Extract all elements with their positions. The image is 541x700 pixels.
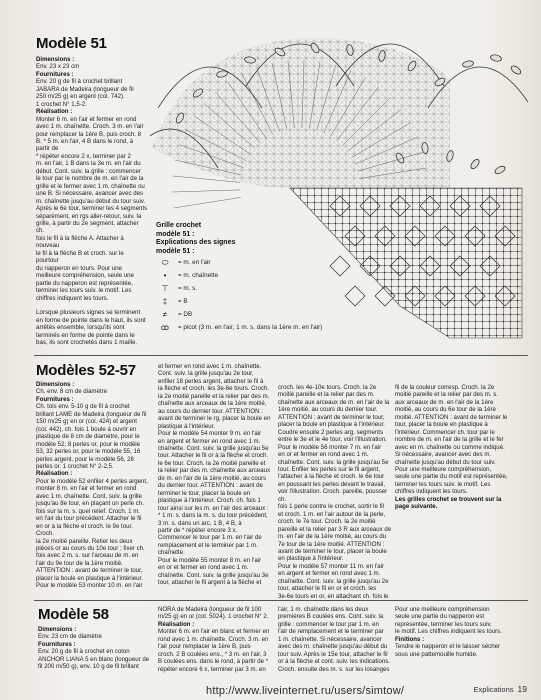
text-line: croch. les 4e-10e tours. Croch. la 2e — [278, 384, 377, 391]
text-line: moitié pareille et la relier par des m. s. — [395, 391, 498, 399]
section-heading: Dimensions : — [36, 381, 75, 388]
diamond-mark — [330, 256, 350, 276]
text-line: seule une partie du napperon est — [395, 613, 485, 621]
section-heading: Dimensions : — [36, 56, 75, 63]
text-line: tour, placer la boule en plastique à — [395, 421, 488, 429]
diamond-mark — [345, 286, 365, 306]
note-line: en forme de pointe dans le haut, ils sont — [36, 316, 146, 324]
section-heading: page suivante. — [395, 503, 438, 511]
stitch-ray — [172, 190, 240, 192]
text-line: pour remplacer la 1ère B, puis croch. 8 — [36, 130, 141, 138]
section-heading: Dimensions : — [38, 626, 77, 633]
legend-item — [156, 256, 322, 269]
text-line: premières B coulées ens. Cont. suiv. la — [278, 613, 384, 621]
stitch-ray — [174, 197, 241, 208]
text-line: avec en m. chaînette ou comme indiqué. — [395, 443, 505, 451]
text-line: Env. 23 cm de diamètre — [38, 633, 102, 641]
m52-col-4 — [395, 384, 512, 603]
legend-text: = DB — [178, 310, 193, 318]
text-line: Après le 6e tour, terminer les 4 segments — [36, 205, 148, 213]
text-line: l'intérieur. Commencer ch. tour par le — [395, 428, 495, 436]
section-heading: Finitions : — [395, 635, 425, 643]
text-line: croch. le 7e tour. Croch. la 2e moitié — [278, 518, 376, 526]
text-line: chaînette. Cont. suiv. la grille jusqu'au 5e — [158, 444, 269, 452]
text-line: fois le fil à la flèche A. Attacher à nouveau — [36, 234, 124, 250]
stitch-symbol-icon: • — [163, 270, 167, 280]
text-line: Monter 6 m. en l'air et fermer en rond — [36, 115, 137, 123]
legend-text: = picot (3 m. en l'air, 1 m. s. dans la 1ère m. en l'air) — [178, 323, 323, 331]
legend-text: = B — [178, 297, 188, 305]
text-line: fil de la couleur corresp. Croch. la 2e — [395, 384, 495, 391]
text-line: terminer le tour, placer la boule en — [158, 489, 251, 497]
text-line: tour, attacher le fil argent à la flèche et — [158, 579, 262, 587]
m51-instructions — [36, 56, 148, 302]
text-line: moitié, au cours du 6e tour de la 1ère — [395, 406, 496, 414]
text-line: modèle 52, 8 perles or, pour le modèle — [36, 440, 140, 448]
text-line: terminer les tours suiv. le motif. Les — [36, 287, 132, 295]
text-line: moitié pareille et la relier par des m. — [278, 391, 375, 399]
text-line: Pour le modèle 55 monter 8 m. en l'air — [158, 556, 262, 564]
text-line: une B. Si nécessaire, avancer avec des — [36, 190, 144, 198]
watermark-url: http://www.liveinternet.ru/users/simtow/ — [206, 685, 405, 697]
m58-col-2 — [158, 606, 276, 682]
text-line: chaînette. Cont. suiv. la grille jusqu'au 3e — [158, 571, 269, 579]
petal-mark — [510, 64, 522, 75]
text-line: en l'air du tour précédent. Attacher le fil — [36, 515, 142, 523]
text-line: grille : commencer le tour par 1 m. en — [278, 620, 379, 628]
text-line: fois 1 perle contre le crochet, sortir le fil — [278, 503, 385, 511]
text-line: le tour par le nombre de m. en l'air de la — [36, 175, 144, 183]
section-heading: Les grilles crochet se trouvent sur la — [395, 495, 502, 503]
note-line: bas, ils sont crochetés dans 1 maille. — [36, 339, 138, 347]
text-line: fil 200 m/50 g), env. 10 g de fil brillant — [38, 663, 139, 671]
section-heading: Réalisation : — [158, 620, 195, 628]
legend-item — [156, 295, 322, 308]
text-line: en poussant les perles devant le travail, — [278, 480, 386, 488]
legend-text: = m. chaînette — [178, 271, 219, 279]
text-line: rond avec 1 m. chaînette. Croch. 3 m. en — [158, 635, 269, 643]
text-line: avant de terminer le rg, placer la boule en — [158, 415, 271, 423]
petal-mark — [490, 54, 502, 62]
text-line: perles or. 1 crochet N° 2-2,5. — [36, 462, 114, 470]
stitch-symbol-icon: ⬭ — [161, 257, 169, 267]
text-line: l'air, 1 m. chaînette dans les deux — [278, 606, 369, 613]
text-line: m. en l'air de la 1ère moitié, au cours du — [278, 533, 387, 541]
stitch-symbol-icon: ⊤ — [161, 283, 169, 293]
text-line: l'air du 9e tour de la 1ère moitié. — [36, 559, 123, 567]
legend-signs-modele-51 — [156, 222, 322, 334]
text-line: au cours du dernier tour. ATTENTION : — [158, 407, 263, 415]
text-line: pareille et la relier par 3 R aux arceaux de — [278, 525, 392, 533]
text-line: 1 crochet N° 1,5-2. — [36, 100, 87, 108]
text-line: Pour une meilleure compréhension — [395, 606, 490, 613]
text-line: NORA de Madeira (longueur de fil 100 — [158, 606, 262, 613]
text-line: 250 m/25 g) en argent (col. 742). — [36, 93, 125, 101]
text-line: le fil à la flèche B et croch. sur le pourtour — [36, 249, 124, 265]
text-line: Ch. tois env. 5-10 g de fil à crochet — [36, 403, 130, 411]
text-line: tour ainsi sur les m. en l'air des arceaux : — [158, 504, 269, 512]
text-line: en or et fermer en rond avec 1 m. — [158, 564, 249, 572]
text-line: Cont. suiv. la grille jusqu'au 2e tour, — [158, 370, 254, 378]
text-line: partie du napperon est représentée, — [36, 279, 133, 287]
text-line: séparément, en rgs aller-retour, suiv. la — [36, 212, 142, 220]
text-line: en plastique à l'intérieur. — [278, 555, 344, 563]
text-line: Croch. ensuite des m. s. sur les losanges — [278, 665, 390, 673]
text-line: représentée, terminer les tours suiv. — [395, 620, 492, 628]
text-line: sous une pattemouille humide. — [395, 650, 478, 658]
legend-heading: Grille crochet — [156, 222, 202, 229]
text-line: Si nécessaire, avancer avec des m. — [395, 451, 492, 459]
text-line: chiffres indiquent les tours. — [36, 294, 109, 302]
section-divider — [34, 355, 528, 356]
legend-item — [156, 269, 322, 282]
text-line: Tendre le napperon et le laisser sécher — [395, 643, 501, 651]
text-line: Pour une meilleure compréhension, — [395, 465, 492, 473]
legend-heading: modèle 51 : — [156, 230, 195, 238]
stitch-symbol-icon: ≠ — [162, 309, 168, 319]
text-line: brillant LAME de Madeira (longueur de fil — [36, 410, 147, 418]
text-line: grille et le fermer avec 1 m. chaînette ou — [36, 182, 145, 190]
m58-col-1 — [38, 626, 152, 682]
legend-item — [156, 282, 322, 295]
text-line: la 2e moitié pareille. Retier les deux — [36, 537, 133, 545]
text-line: Env. 23 x 23 cm — [36, 63, 80, 71]
section-heading: Réalisation : — [36, 470, 73, 478]
text-line: partir de * répéter encore 3 x. — [158, 526, 238, 534]
text-line: tour, attacher le fil en or et croch. les — [278, 585, 377, 593]
title-modele-58: Modèle 58 — [38, 606, 109, 623]
text-line: tour suiv. Après le 15e tour, attacher le fil — [278, 650, 388, 658]
m58-col-4 — [395, 606, 512, 682]
text-line: chaînette aux arceaux de la 1ère moitié, — [158, 400, 267, 408]
text-line: plastique à l'intérieur. Croch. ch. fois 1 — [158, 497, 261, 505]
stitch-symbol-icon: ‡ — [162, 296, 168, 306]
text-line: de m. en l'air de la 1ère moitié, au cours — [158, 474, 267, 482]
text-line: 150 m/25 g) en or (col. 424) et argent — [36, 418, 137, 426]
text-line: avec 1 m. chaînette. Croch. 3 m. en l'air — [36, 123, 144, 131]
text-line: grille, à partir du 2e segment, attacher ch. — [36, 219, 139, 235]
petal-mark — [469, 158, 481, 170]
text-line: la flèche et croch. les 3e-6e tours. Croch. — [158, 385, 270, 393]
text-line: croch. 2 B coulées ens., * 3 m. en l'air, 3 — [158, 650, 267, 658]
text-line: la relier par des m. chaînette aux arceaux — [158, 467, 271, 475]
text-line: avant de terminer le tour, placer la boule — [278, 547, 387, 555]
page-number: 19 — [517, 684, 527, 694]
text-line: du dernier tour. ATTENTION : avant de — [158, 482, 263, 490]
text-line: 3 m. s. dans un arc, 1 B, 4 B, à — [158, 519, 242, 527]
text-line: Ch. env. 8 cm de diamètre — [36, 388, 108, 396]
section-heading: Fournitures : — [38, 640, 76, 648]
legend-text: = m. en l'air — [178, 258, 211, 266]
text-line: perles argent, pour le modèle 56, 28 — [36, 455, 134, 463]
section-heading: Fournitures : — [36, 395, 74, 403]
text-line: répéter encore 6 x, terminer par 3 m. en — [158, 665, 266, 673]
section-divider — [34, 600, 528, 601]
note-line: terminés en forme de pointe dans le — [36, 331, 135, 339]
text-line: Pour le modèle 53 monter 10 m. en l'air — [36, 582, 143, 590]
page-footer — [474, 684, 528, 694]
text-line: l'air pour remplacer la 1ère B, puis — [158, 643, 251, 651]
text-line: en argent et fermer en rond avec 1 m. — [278, 570, 381, 578]
text-line: placer la boule en plastique à l'intérieur. — [278, 421, 385, 429]
text-line: terminer les tours suiv. le motif. Les — [395, 480, 491, 488]
text-line: et croch. 1 m. en l'air autour de la perle, — [278, 510, 386, 518]
footer-section: Explications — [473, 685, 514, 694]
text-line: chaînette jusqu'au début du tour suiv. — [395, 458, 496, 466]
text-line: l'air de remplacement et le terminer par — [278, 628, 384, 636]
text-line: Pour le modèle 56 monter 7 m. en l'air — [278, 443, 382, 451]
legend-heading: Explications des signes — [156, 239, 236, 246]
text-line: Pour le modèle 54 monter 9 m. en l'air — [158, 430, 262, 438]
legend-heading: modèle 51 : — [156, 247, 195, 255]
legend-item — [156, 308, 322, 321]
text-line: Commencer le tour par 1 m. en l'air de — [158, 534, 262, 542]
text-line: m. en l'air, 1 B dans la 3e m. en l'air du — [36, 160, 141, 168]
section-heading: Réalisation : — [36, 108, 73, 116]
note-line: arrêtés ensemble, lorsqu'ils sont — [36, 324, 125, 332]
text-line: tour. Attacher le fil or à la flèche et croch. — [158, 452, 269, 460]
text-line: 1 m. chaînette. Si nécessaire, avancer — [278, 635, 382, 643]
text-line: or à la flèche et cont. suiv. les indications. — [278, 658, 391, 666]
text-line: seule une partie du motif est représentée, — [395, 473, 508, 481]
m51-note — [36, 309, 148, 349]
text-line: plastique à l'intérieur. — [158, 422, 216, 430]
petal-mark — [494, 165, 507, 176]
text-line: tour. Enfiler les perles sur le fil argent, — [278, 465, 380, 473]
text-line: fois avec 2 m. s. sur l'arceau de m. en — [36, 552, 139, 560]
text-line: 3e-6e tours en or, en attachant ch. fois le — [278, 592, 389, 600]
section-heading: Fournitures : — [36, 70, 74, 78]
legend-item — [156, 321, 322, 334]
text-line: ATTENTION : avant de terminer le tour, — [36, 567, 143, 575]
text-line: pièces or au cours du 10e tour ; fixer ch. — [36, 544, 145, 552]
text-line: le motif. Les chiffres indiquent les tours. — [395, 628, 502, 636]
text-line: 53, 32 perles or, pour le modèle 55, 16 — [36, 448, 141, 456]
text-line: JABARA de Madeira (longueur de fil — [36, 85, 134, 93]
text-line: Pour le modèle 52 enfiler 4 perles argent, — [36, 477, 148, 485]
text-line: Monter 6 m. en l'air en blanc et fermer en — [158, 628, 270, 636]
text-line: (col. 442), ch. fois 1 boule à ouvrir en — [36, 425, 137, 433]
text-line: Env. 20 g de fil à crochet en coton — [38, 648, 130, 656]
text-line: en argent et fermer en rond avec 1 m. — [158, 437, 261, 445]
text-line: jusqu'au 8e tour, en plaçant un perle ch. — [36, 500, 144, 508]
title-modele-51: Modèle 51 — [36, 35, 107, 52]
m58-col-3 — [278, 606, 394, 682]
text-line: du napperon en tours. Pour une — [36, 264, 123, 272]
text-line: ATTENTION : avant de terminer le tour, — [278, 413, 385, 421]
title-modeles-52-57: Modèles 52-57 — [36, 362, 136, 379]
text-line: chaînette. Cont. suiv. la grille jusqu'au 2e — [278, 577, 389, 585]
text-line: * 1 m. s. dans la m. s. du tour précédent, — [158, 512, 268, 520]
text-line: chiffres indiquent les tours. — [395, 488, 468, 496]
text-line: Env. 20 g de fil à crochet brillant — [36, 78, 123, 86]
note-line: Lorsque plusieurs signes se terminent — [36, 309, 141, 316]
text-line: chaînette. Cont. suiv. la grille jusqu'au 5e — [278, 458, 389, 466]
text-line: chaînette aux arceaux de m. en l'air de la — [278, 398, 390, 406]
text-line: enfiler 18 perles argent, attacher le fil à — [158, 377, 264, 385]
mesh-region — [290, 188, 522, 338]
text-line: entre le 3e et le 4e tour, voir l'illustration. — [278, 436, 387, 444]
text-line: avec 1 m. chaînette. Cont. suiv. la grille — [36, 492, 142, 500]
text-line: m. chaînette jusqu'au début du tour suiv. — [36, 197, 146, 205]
text-line: en or et fermer en rond avec 1 m. — [278, 451, 369, 459]
petal-mark — [462, 60, 474, 68]
text-line: B coulées ens. dans le rond, à partir de * — [158, 658, 269, 666]
text-line: 7e tour de la 1ère moitié. ATTENTION : — [278, 540, 385, 548]
text-line: B. * 5 m. en l'air, 4 B dans le rond, à partir de — [36, 137, 134, 153]
text-line: le 6e tour. Croch. la 2e moitié pareille et — [158, 459, 266, 467]
text-line: et fermer en rond avec 1 m. chaînette. — [158, 363, 262, 370]
text-line: en or à la flèche et croch. le 9e tour. Croch. — [36, 522, 133, 538]
m52-col-3 — [278, 384, 394, 603]
text-line: l'attacher à la flèche et croch. le 6e tour — [278, 473, 385, 481]
text-line: moitié. ATTENTION : avant de terminer le — [395, 413, 508, 421]
m52-col-2 — [158, 363, 276, 603]
m52-col-1 — [36, 381, 150, 603]
fan-region — [152, 38, 450, 188]
text-line: plastique de 8 cm de diamètre, pour le — [36, 433, 140, 441]
text-line: nombre de m. en l'air de la grille et le fer — [395, 436, 504, 444]
text-line: ANCHOR LIANA 5 en blanc (longueur de — [38, 655, 150, 663]
text-line: fois sur la m. s. quel relief. Croch. 1 m. — [36, 507, 140, 515]
text-line: début. Cont. suiv. la grille : commencer — [36, 167, 141, 175]
text-line: Pour le modèle 57 monter 11 m. en l'air — [278, 562, 385, 570]
legend-text: = m. s. — [178, 284, 198, 292]
text-line: 1ère moitié, au cours du dernier tour. — [278, 406, 378, 414]
text-line: avec des m. chaînette jusqu'au début du — [278, 643, 388, 651]
text-line: aux arceaux de m. en l'air de la 1ère — [395, 398, 494, 406]
text-line: m/25 g) en or (col. 5024). 1 crochet N° 2. — [158, 613, 269, 621]
text-line: * répéter encore 2 x, terminer par 2 — [36, 152, 131, 160]
text-line: meilleure compréhension, seule une — [36, 272, 134, 280]
text-line: voir l'illustration. Croch. pareille, pousser ch. — [278, 488, 388, 503]
stitch-symbol-icon: ꝏ — [160, 322, 170, 332]
text-line: chaînette. — [158, 549, 185, 557]
text-line: Coudre ensuite 2 perles arg. segments — [278, 428, 384, 436]
text-line: monter 8 m. en l'air et fermer en rond — [36, 485, 137, 493]
text-line: la 2e moitié pareille et la relier par des m. — [158, 392, 270, 400]
text-line: placer la boule en plastique à l'intérieur. — [36, 574, 143, 582]
text-line: remplacement et le terminer par 1 m. — [158, 541, 258, 549]
